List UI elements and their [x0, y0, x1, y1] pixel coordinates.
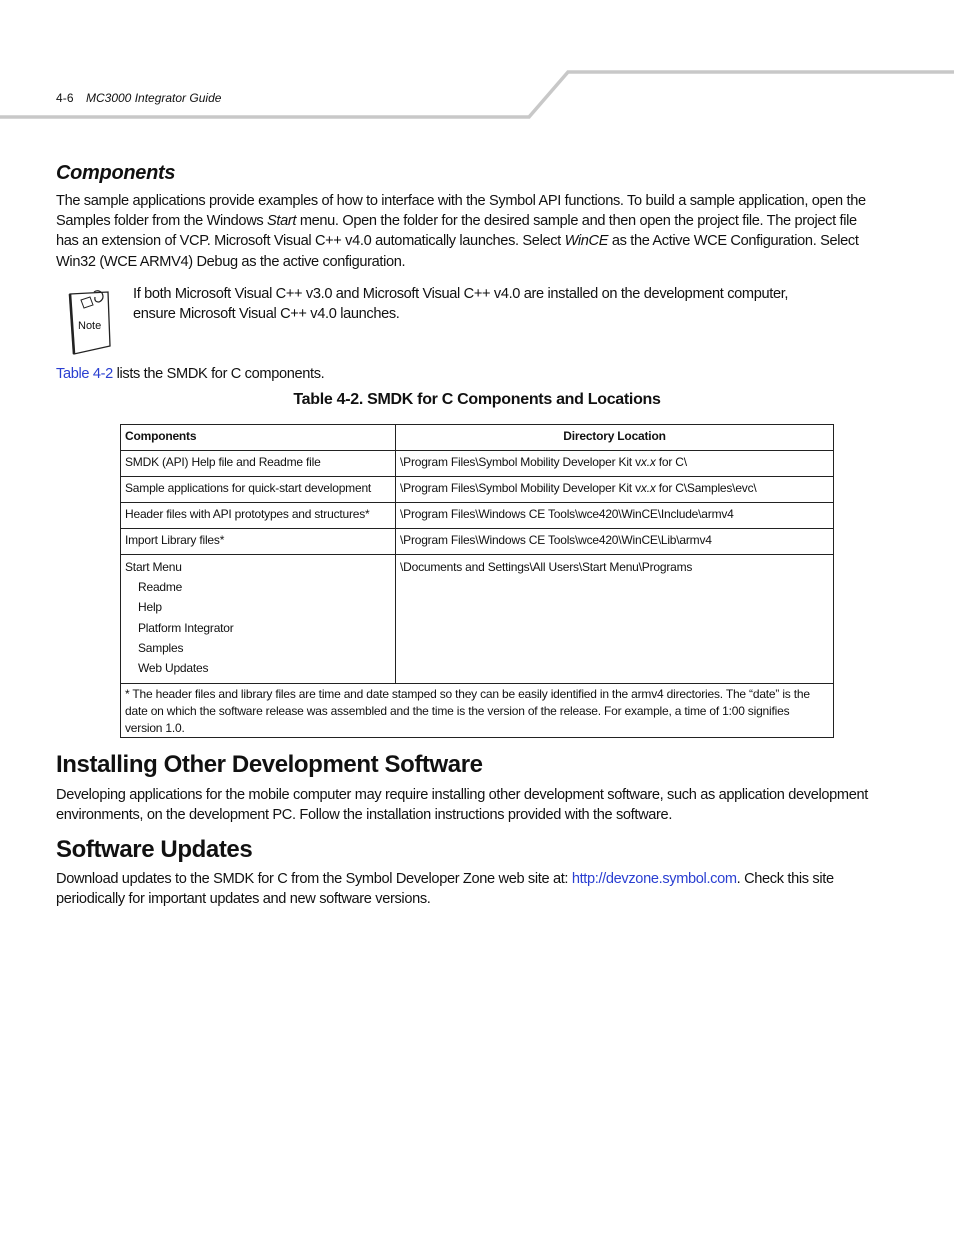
table-footnote-row	[121, 684, 834, 738]
location-cell: \Program Files\Symbol Mobility Developer Kit vx.x for C\	[396, 451, 834, 477]
start-menu-cell: Start Menu Readme Help Platform Integrator Samples Web Updates	[121, 555, 396, 684]
menu-item: Samples	[138, 640, 184, 655]
component-cell: Header files with API prototypes and structures*	[121, 503, 396, 529]
table-footnote: * The header files and library files are time and date stamped so they can be easily identified in the armv4 directories. The “date” is the date on which the software release was assembled and the time is the version of the release. For example, a time of 1:00 signifies version 1.0.	[121, 684, 834, 738]
header-rule	[0, 0, 954, 130]
updates-paragraph: Download updates to the SMDK for C from the Symbol Developer Zone web site at: http://devzone.symbol.com. Check this site periodically for important updates and new software versions.	[56, 871, 834, 908]
table-caption: Table 4-2. SMDK for C Components and Locations	[293, 391, 661, 408]
table-link[interactable]: Table 4-2	[56, 366, 113, 382]
menu-item: Web Updates	[138, 661, 209, 676]
note-icon	[64, 288, 116, 356]
table-row-start-menu	[121, 555, 834, 684]
location-cell: \Program Files\Windows CE Tools\wce420\WinCE\Lib\armv4	[396, 529, 834, 555]
components-heading: Components	[56, 162, 176, 184]
table-row	[121, 503, 834, 529]
component-cell: Import Library files*	[121, 529, 396, 555]
menu-item: Help	[138, 600, 162, 615]
component-cell: SMDK (API) Help file and Readme file	[121, 451, 396, 477]
note-text: If both Microsoft Visual C++ v3.0 and Microsoft Visual C++ v4.0 are installed on the development computer, ensure Microsoft Visual C++ v4.0 launches.	[133, 286, 789, 323]
header-directory: Directory Location	[396, 425, 834, 451]
installing-paragraph: Developing applications for the mobile computer may require installing other development software, such as application development environments, on the development PC. Follow the installation instructions provided with the software.	[56, 787, 868, 824]
components-paragraph: The sample applications provide examples of how to interface with the Symbol API functions. To build a sample application, open the Samples folder from the Windows Start menu. Open the folder for the desired sample and then open the project file. The project file has an extension of VCP. Microsoft Visual C++ v4.0 automatically launches. Select WinCE as the Active WCE Configuration. Select Win32 (WCE ARMV4) Debug as the active configuration.	[56, 193, 866, 270]
installing-heading: Installing Other Development Software	[56, 751, 483, 778]
table-row	[121, 477, 834, 503]
table-header-row	[121, 425, 834, 451]
location-cell: \Program Files\Windows CE Tools\wce420\WinCE\Include\armv4	[396, 503, 834, 529]
menu-item: Platform Integrator	[138, 620, 234, 635]
page-number: 4-6	[56, 91, 74, 105]
location-cell: \Program Files\Symbol Mobility Developer Kit vx.x for C\Samples\evc\	[396, 477, 834, 503]
table-reference: Table 4-2 lists the SMDK for C components.	[56, 366, 325, 382]
running-title: MC3000 Integrator Guide	[86, 91, 222, 105]
devzone-link[interactable]: http://devzone.symbol.com	[571, 871, 737, 887]
table-row	[121, 451, 834, 477]
location-cell: \Documents and Settings\All Users\Start Menu\Programs	[396, 555, 834, 684]
menu-item: Readme	[138, 580, 183, 595]
components-table	[120, 424, 834, 738]
component-cell: Sample applications for quick-start development	[121, 477, 396, 503]
header-components: Components	[121, 425, 396, 451]
updates-heading: Software Updates	[56, 836, 253, 863]
table-row	[121, 529, 834, 555]
note-label: Note	[78, 320, 102, 332]
